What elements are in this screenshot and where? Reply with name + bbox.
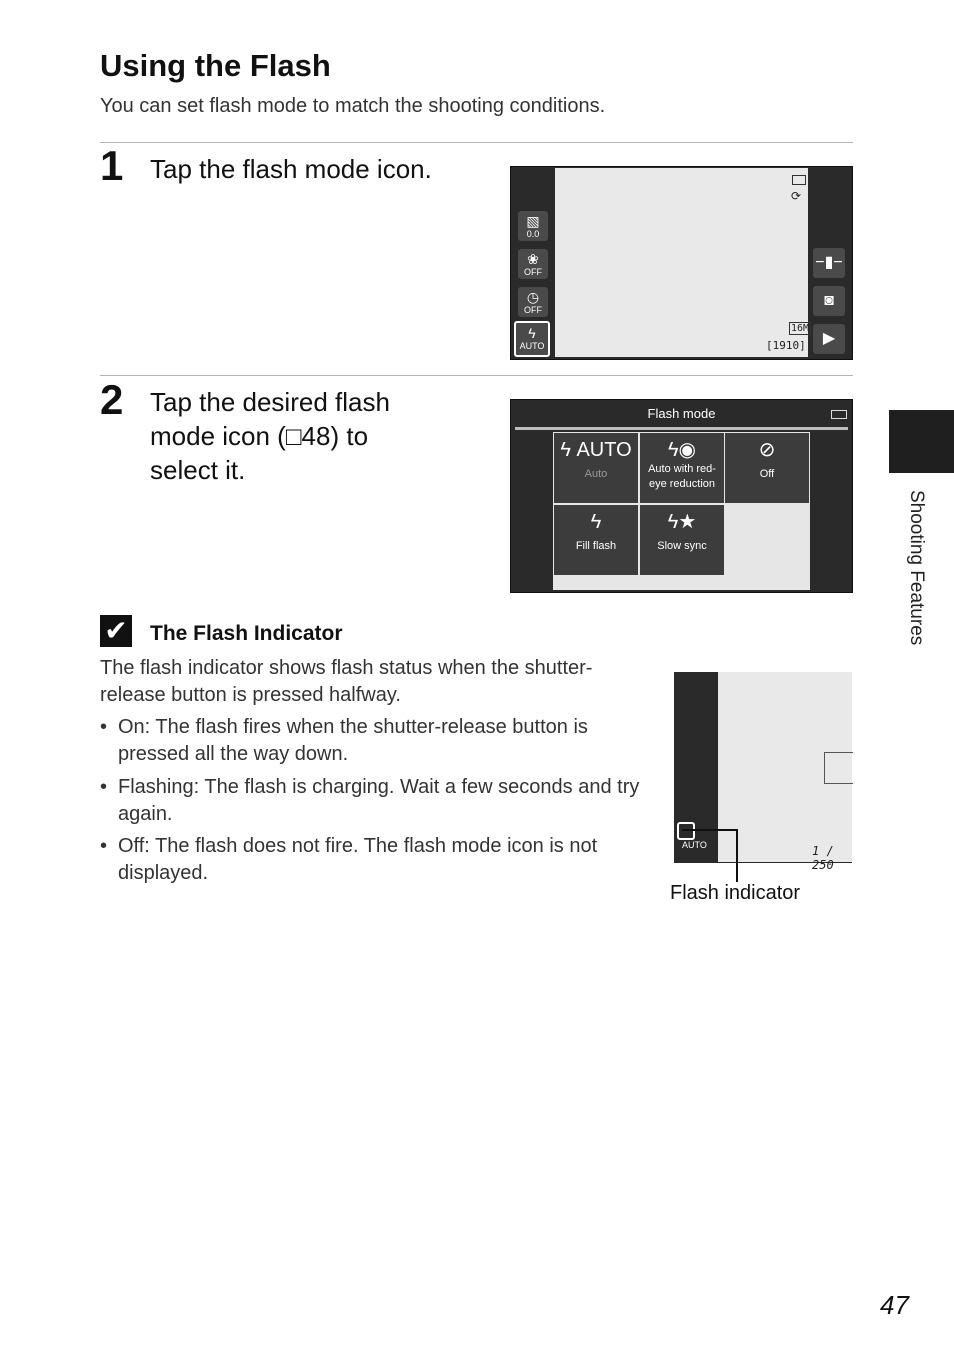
flash-auto-icon: ϟ (528, 325, 536, 341)
exposure-comp-label: 0.0 (526, 229, 540, 239)
section-label: Shooting Features (906, 490, 927, 646)
bullet-line: displayed. (118, 862, 209, 884)
note-body (100, 655, 660, 709)
exposure-comp-icon[interactable] (518, 211, 548, 241)
shots-remaining: [1910] (766, 339, 806, 352)
live-preview (718, 672, 852, 872)
intro-text: You can set flash mode to match the shooting conditions. (100, 95, 606, 117)
red-eye-icon: ϟ◉ (667, 439, 697, 461)
divider (100, 142, 853, 143)
page-number: 47 (880, 1290, 909, 1320)
bullet-line: Flashing: The flash is charging. Wait a few seconds and try (118, 776, 640, 798)
note-title: The Flash Indicator (150, 622, 343, 645)
fill-flash-icon: ϟ (590, 511, 602, 533)
macro-glyph: ❀ (527, 251, 539, 267)
note-body-line: The flash indicator shows flash status when the shutter- (100, 657, 593, 679)
flash-indicator-caption: Flash indicator (670, 882, 801, 904)
slider-icon[interactable]: −▮− (813, 248, 845, 278)
slow-sync-icon: ϟ★ (667, 511, 697, 533)
flash-option-slow-sync[interactable] (640, 505, 724, 575)
menu-divider (515, 427, 848, 430)
list-item (100, 774, 640, 828)
playback-icon[interactable]: ▶ (813, 324, 845, 354)
camera-screen-flash-indicator (674, 672, 852, 872)
flash-option-red-eye[interactable] (640, 433, 724, 503)
flash-option-label: Fill flash (575, 540, 617, 552)
divider (100, 375, 853, 376)
bullet-dot: • (100, 716, 108, 738)
macro-icon[interactable] (518, 249, 548, 279)
flash-option-fill[interactable] (554, 505, 638, 575)
note-body-line: release button is pressed halfway. (100, 684, 401, 706)
section-tab (889, 410, 954, 473)
flash-mode-button[interactable] (514, 321, 550, 357)
camera-screen-shooting (510, 166, 853, 360)
camera-screen-flash-menu (510, 399, 853, 593)
bullet-dot: • (100, 835, 108, 857)
flash-mode-title: Flash mode (647, 406, 716, 421)
flash-option-label: Auto (584, 468, 608, 480)
checkmark-icon: ✔ (100, 615, 132, 647)
list-item (100, 714, 640, 768)
focus-area (824, 752, 853, 784)
flash-option-label: Off (759, 468, 775, 480)
flash-option-off[interactable] (725, 433, 809, 503)
step-1-number: 1 (100, 142, 124, 189)
camera-icon[interactable]: ◙ (813, 286, 845, 316)
page-title: Using the Flash (100, 48, 331, 83)
flash-option-label: Slow sync (657, 540, 707, 552)
step-2-line: select it. (150, 455, 246, 485)
bullet-line: again. (118, 803, 173, 825)
battery-icon (792, 175, 806, 185)
callout-line (682, 829, 738, 831)
flash-auto-label: AUTO (519, 341, 545, 351)
step-2-line: Tap the desired flash (150, 387, 390, 417)
step-2-number: 2 (100, 376, 124, 423)
flash-auto-label: AUTO (682, 840, 707, 850)
bullet-line: pressed all the way down. (118, 743, 349, 765)
image-size-icon: 16M (791, 323, 810, 334)
vr-icon: ⟳ (791, 189, 802, 203)
flash-indicator-icon (677, 822, 695, 840)
bullet-line: Off: The flash does not fire. The flash mode icon is not (118, 835, 598, 857)
macro-label: OFF (524, 267, 542, 277)
bullet-line: On: The flash fires when the shutter-release button is (118, 716, 588, 738)
flash-option-auto[interactable] (554, 433, 638, 503)
self-timer-glyph: ◷ (526, 289, 540, 305)
list-item (100, 833, 640, 887)
flash-off-icon: ⊘ (758, 439, 776, 461)
step-1-text: Tap the flash mode icon. (150, 154, 432, 184)
step-2-text (150, 385, 390, 487)
live-preview (555, 168, 808, 357)
flash-auto-icon: ϟ AUTO (560, 439, 632, 461)
shutter-speed: 1 / 250 (812, 844, 834, 872)
exposure-comp-glyph: ▧ (526, 213, 540, 229)
flash-option-label: Auto with red-eye reduction (648, 463, 716, 490)
step-2-line: mode icon (□48) to (150, 421, 369, 451)
callout-line (736, 829, 738, 882)
bullet-dot: • (100, 776, 108, 798)
battery-icon (831, 410, 847, 419)
self-timer-label: OFF (524, 305, 542, 315)
flash-mode-grid (553, 432, 810, 590)
self-timer-icon[interactable] (518, 287, 548, 317)
